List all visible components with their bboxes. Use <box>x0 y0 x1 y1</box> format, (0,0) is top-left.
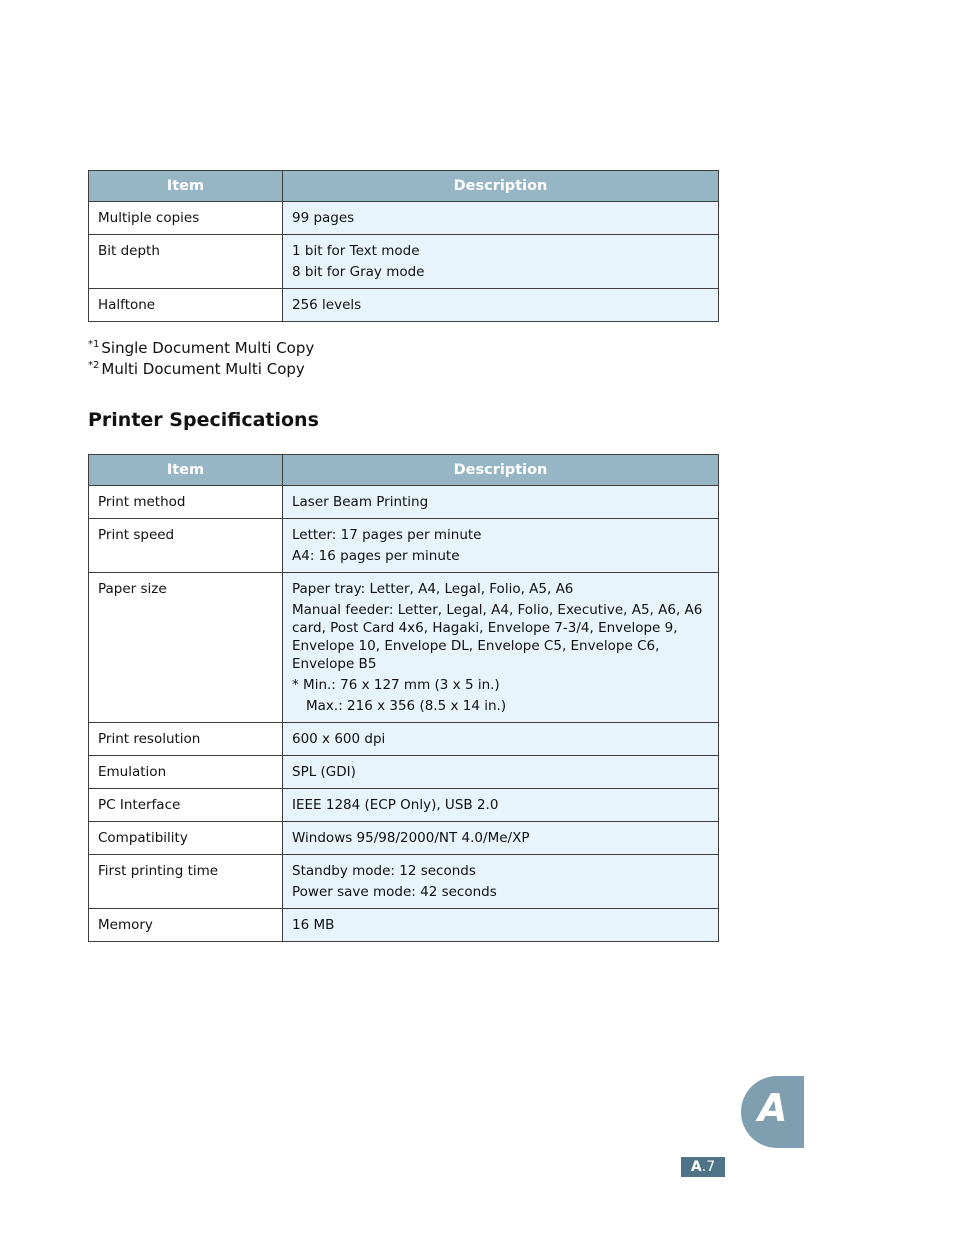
table-row <box>89 289 719 322</box>
table-row <box>89 486 719 519</box>
item-cell: Paper size <box>89 573 283 723</box>
description-line: 99 pages <box>292 210 355 226</box>
footnote <box>88 357 314 378</box>
table-row <box>89 202 719 235</box>
footnote-mark: *1 <box>88 339 100 350</box>
item-cell: Memory <box>89 909 283 942</box>
page-number <box>681 1157 725 1177</box>
description-line: IEEE 1284 (ECP Only), USB 2.0 <box>292 797 499 813</box>
item-cell: Compatibility <box>89 822 283 855</box>
description-line: * Min.: 76 x 127 mm (3 x 5 in.) <box>292 677 500 693</box>
footnote-text: Single Document Multi Copy <box>101 339 315 357</box>
item-cell: First printing time <box>89 855 283 909</box>
description-cell <box>283 789 719 822</box>
description-line: A4: 16 pages per minute <box>292 548 460 564</box>
table-row <box>89 519 719 573</box>
column-header-description: Description <box>283 455 719 486</box>
description-line: 1 bit for Text mode <box>292 243 420 259</box>
table-row <box>89 756 719 789</box>
description-line: Windows 95/98/2000/NT 4.0/Me/XP <box>292 830 530 846</box>
description-cell <box>283 822 719 855</box>
item-cell: Bit depth <box>89 235 283 289</box>
description-line: 16 MB <box>292 917 335 933</box>
section-title: Printer Specifications <box>88 409 319 431</box>
description-line: Manual feeder: Letter, Legal, A4, Folio, Executive, A5, A6, A6 card, Post Card 4x6, Hagaki, Envelope 7-3/4, Envelope 9, Envelope 10, Envelope DL, Envelope C5, Envelope C6, Envelope B5 <box>292 602 703 672</box>
spec-table-printer <box>88 454 719 942</box>
description-line: Paper tray: Letter, A4, Legal, Folio, A5, A6 <box>292 581 574 597</box>
item-cell: Print speed <box>89 519 283 573</box>
description-cell <box>283 235 719 289</box>
footnotes <box>88 336 314 378</box>
spec-table-scan-copy <box>88 170 719 322</box>
table-row <box>89 909 719 942</box>
description-cell <box>283 909 719 942</box>
description-line: Power save mode: 42 seconds <box>292 884 497 900</box>
table-header-row <box>89 171 719 202</box>
page-value: 7 <box>706 1159 716 1175</box>
description-line: Laser Beam Printing <box>292 494 429 510</box>
chapter-tab-letter: A <box>758 1086 788 1130</box>
table-row <box>89 855 719 909</box>
column-header-item: Item <box>89 455 283 486</box>
table-row <box>89 723 719 756</box>
description-line: Standby mode: 12 seconds <box>292 863 476 879</box>
column-header-item: Item <box>89 171 283 202</box>
column-header-description: Description <box>283 171 719 202</box>
page-chapter: A <box>690 1159 702 1175</box>
footnote-text: Multi Document Multi Copy <box>101 360 305 378</box>
item-cell: Emulation <box>89 756 283 789</box>
item-cell: Halftone <box>89 289 283 322</box>
page-separator: . <box>701 1159 707 1175</box>
item-cell: PC Interface <box>89 789 283 822</box>
footnote-mark: *2 <box>88 360 100 371</box>
footnote <box>88 336 314 357</box>
description-line: SPL (GDI) <box>292 764 356 780</box>
description-line: Letter: 17 pages per minute <box>292 527 482 543</box>
table-row <box>89 235 719 289</box>
description-cell <box>283 289 719 322</box>
description-line: 8 bit for Gray mode <box>292 264 425 280</box>
item-cell: Print method <box>89 486 283 519</box>
item-cell: Multiple copies <box>89 202 283 235</box>
description-cell <box>283 573 719 723</box>
table-row <box>89 789 719 822</box>
item-cell: Print resolution <box>89 723 283 756</box>
table-header-row <box>89 455 719 486</box>
table-row <box>89 573 719 723</box>
description-line: Max.: 216 x 356 (8.5 x 14 in.) <box>306 698 507 714</box>
description-cell <box>283 202 719 235</box>
description-cell <box>283 723 719 756</box>
description-cell <box>283 486 719 519</box>
description-cell <box>283 519 719 573</box>
description-cell <box>283 756 719 789</box>
description-line: 600 x 600 dpi <box>292 731 386 747</box>
description-line: 256 levels <box>292 297 362 313</box>
table-row <box>89 822 719 855</box>
description-cell <box>283 855 719 909</box>
chapter-tab-badge <box>741 1076 804 1148</box>
